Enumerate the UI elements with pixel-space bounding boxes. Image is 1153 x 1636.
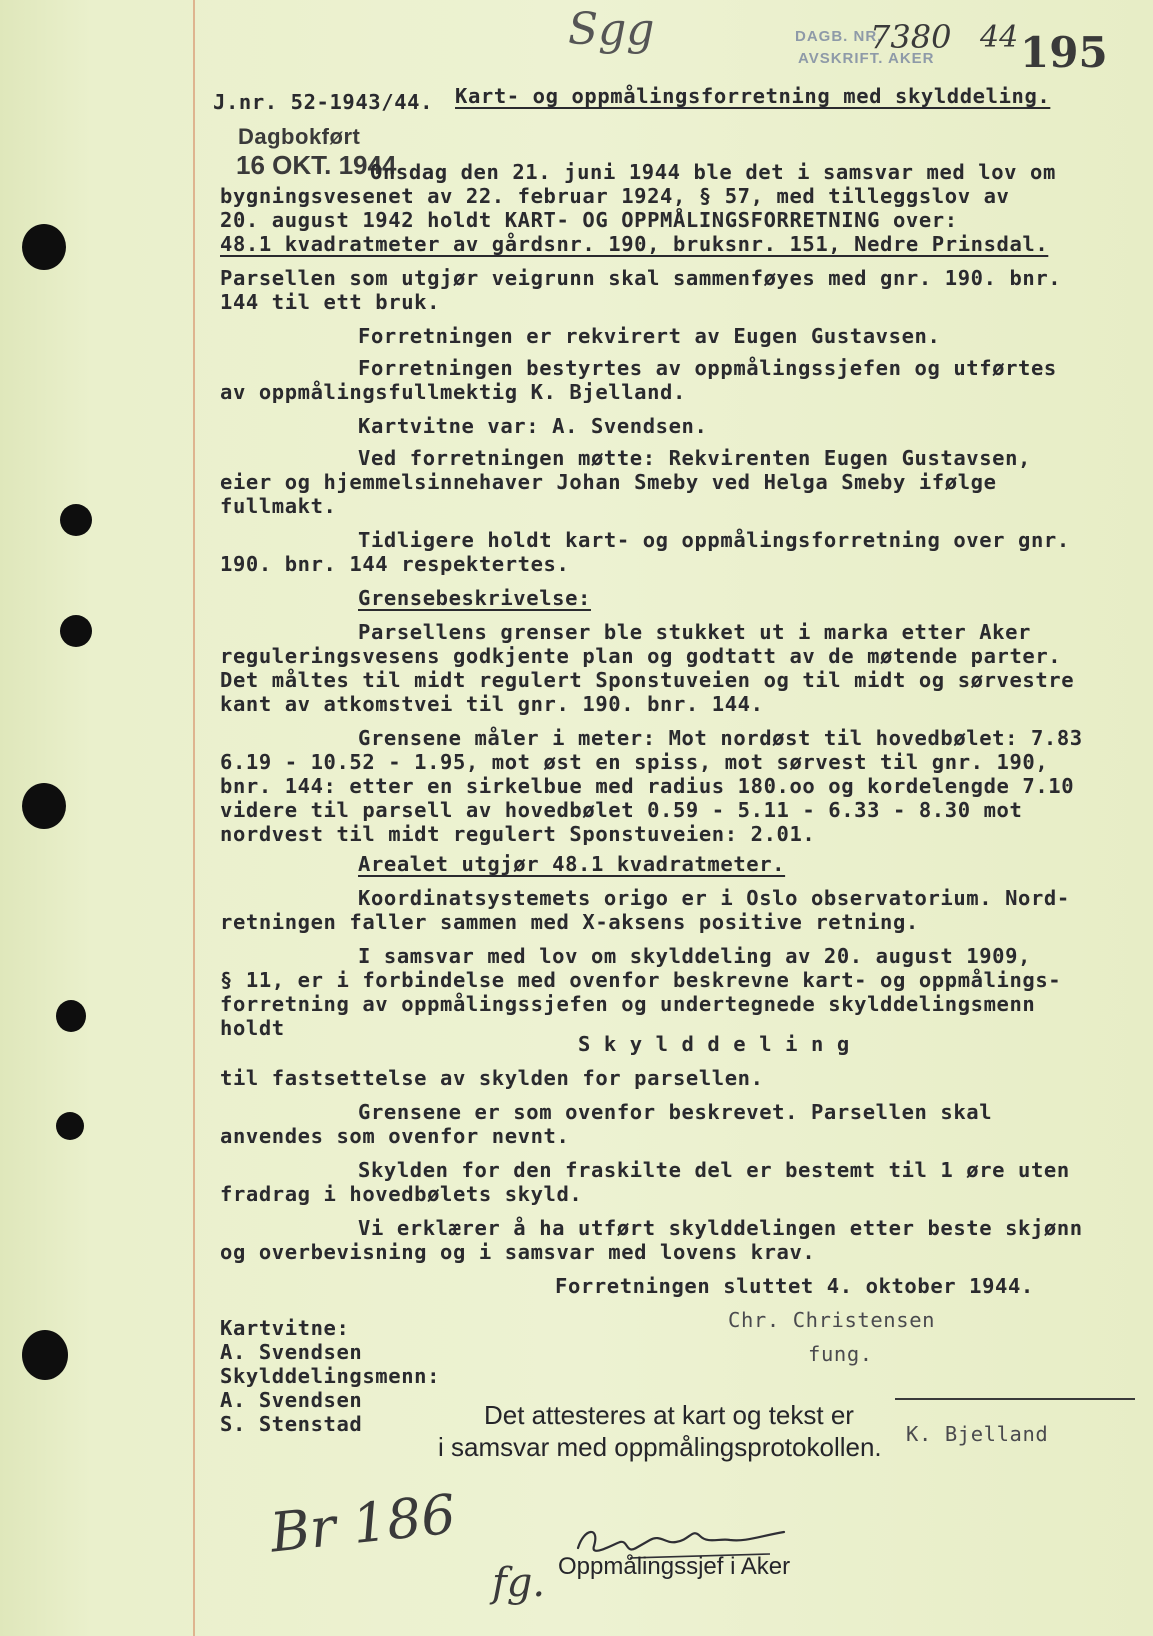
witness-name: A. Svendsen <box>220 1340 363 1364</box>
chief-name: Chr. Christensen <box>728 1308 936 1332</box>
punch-hole <box>56 1112 84 1140</box>
body-line: Ved forretningen møtte: Rekvirenten Eugen Gustavsen, <box>358 446 1031 470</box>
attestation-line2: i samsvar med oppmålingsprotokollen. <box>438 1432 882 1462</box>
punch-hole <box>60 615 92 647</box>
punch-hole <box>22 783 66 829</box>
document-title: Kart- og oppmålingsforretning med skylddeling. <box>455 84 1051 108</box>
body-line: holdt <box>220 1016 285 1040</box>
body-line: nordvest til midt regulert Sponstuveien: 2.01. <box>220 822 816 846</box>
skylddeling-heading: S k y l d d e l i n g <box>578 1032 850 1056</box>
body-line: Forretningen er rekvirert av Eugen Gustavsen. <box>358 324 941 348</box>
body-line: fradrag i hovedbølets skyld. <box>220 1182 583 1206</box>
punch-hole <box>22 224 66 270</box>
body-line: Kartvitne var: A. Svendsen. <box>358 414 708 438</box>
body-line: I samsvar med lov om skylddeling av 20. august 1909, <box>358 944 1031 968</box>
margin-rule <box>193 0 195 1636</box>
handwritten-register-year: 44 <box>980 20 1019 55</box>
witness-label: Kartvitne: <box>220 1316 350 1340</box>
signature-line <box>895 1398 1135 1400</box>
body-line: retningen faller sammen med X-aksens positive retning. <box>220 910 919 934</box>
handwritten-reference: Br 186 <box>267 1482 459 1565</box>
surveyor-name: K. Bjelland <box>906 1422 1049 1446</box>
body-line: kant av atkomstvei til gnr. 190. bnr. 144. <box>220 692 764 716</box>
body-line: Grensene er som ovenfor beskrevet. Parsellen skal <box>358 1100 993 1124</box>
body-line: 20. august 1942 holdt KART- OG OPPMÅLINGSFORRETNING over: <box>220 208 958 232</box>
body-line: Forretningen bestyrtes av oppmålingssjefen og utførtes <box>358 356 1057 380</box>
section-heading: Grensebeskrivelse: <box>358 586 591 610</box>
body-line: anvendes som ovenfor nevnt. <box>220 1124 570 1148</box>
body-line: og overbevisning og i samsvar med lovens krav. <box>220 1240 816 1264</box>
property-heading: 48.1 kvadratmeter av gårdsnr. 190, bruksnr. 151, Nedre Prinsdal. <box>220 232 1049 256</box>
body-line: eier og hjemmelsinnehaver Johan Smeby ved Helga Smeby ifølge <box>220 470 997 494</box>
register-stamp-line2: AVSKRIFT. AKER <box>798 50 935 67</box>
date-stamp-date: 16 OKT. 1944 <box>236 150 397 180</box>
body-line: til fastsettelse av skylden for parsellen. <box>220 1066 764 1090</box>
handwritten-register-number: 7380 <box>870 18 952 56</box>
assessor-name: S. Stenstad <box>220 1412 363 1436</box>
attestation-line1: Det attesteres at kart og tekst er <box>484 1400 854 1430</box>
page-number: 195 <box>1020 28 1108 77</box>
assessor-name: A. Svendsen <box>220 1388 363 1412</box>
body-line: videre til parsell av hovedbølet 0.59 - 5.11 - 6.33 - 8.30 mot <box>220 798 1023 822</box>
body-line: Parsellens grenser ble stukket ut i marka etter Aker <box>358 620 1031 644</box>
body-line: 6.19 - 10.52 - 1.95, mot øst en spiss, mot sørvest til gnr. 190, <box>220 750 1049 774</box>
register-stamp-line1: DAGB. NR. <box>795 28 883 45</box>
body-line: Parsellen som utgjør veigrunn skal sammenføyes med gnr. 190. bnr. <box>220 266 1062 290</box>
office-name: Oppmålingssjef i Aker <box>558 1553 791 1580</box>
closing-date-line: Forretningen sluttet 4. oktober 1944. <box>555 1274 1034 1298</box>
body-line: reguleringsvesens godkjente plan og godtatt av de møtende parter. <box>220 644 1062 668</box>
area-heading: Arealet utgjør 48.1 kvadratmeter. <box>358 852 786 876</box>
date-stamp-label: Dagbokført <box>238 124 361 149</box>
body-line: Vi erklærer å ha utført skylddelingen etter beste skjønn <box>358 1216 1083 1240</box>
body-line: Skylden for den fraskilte del er bestemt til 1 øre uten <box>358 1158 1070 1182</box>
body-line: Grensene måler i meter: Mot nordøst til hovedbølet: 7.83 <box>358 726 1083 750</box>
body-line: Tidligere holdt kart- og oppmålingsforretning over gnr. <box>358 528 1070 552</box>
handwritten-mark: Sgg <box>568 4 655 55</box>
body-line: 190. bnr. 144 respektertes. <box>220 552 570 576</box>
punch-hole <box>56 1000 86 1032</box>
body-line: bygningsvesenet av 22. februar 1924, § 57, med tilleggslov av <box>220 184 1010 208</box>
body-line: Koordinatsystemets origo er i Oslo observatorium. Nord- <box>358 886 1070 910</box>
chief-title: fung. <box>808 1342 873 1366</box>
body-line: fullmakt. <box>220 494 337 518</box>
body-line: av oppmålingsfullmektig K. Bjelland. <box>220 380 686 404</box>
punch-hole <box>22 1330 68 1380</box>
body-line: Onsdag den 21. juni 1944 ble det i samsvar med lov om <box>370 160 1056 184</box>
body-line: 144 til ett bruk. <box>220 290 441 314</box>
body-line: § 11, er i forbindelse med ovenfor beskrevne kart- og oppmålings- <box>220 968 1062 992</box>
assessors-label: Skylddelingsmenn: <box>220 1364 441 1388</box>
body-line: Det måltes til midt regulert Sponstuveien og til midt og sørvestre <box>220 668 1075 692</box>
handwritten-initial: fg. <box>492 1560 546 1606</box>
body-line: bnr. 144: etter en sirkelbue med radius 180.oo og kordelengde 7.10 <box>220 774 1075 798</box>
body-line: forretning av oppmålingssjefen og undertegnede skylddelingsmenn <box>220 992 1036 1016</box>
punch-hole <box>60 504 92 536</box>
journal-reference: J.nr. 52-1943/44. <box>213 90 434 114</box>
